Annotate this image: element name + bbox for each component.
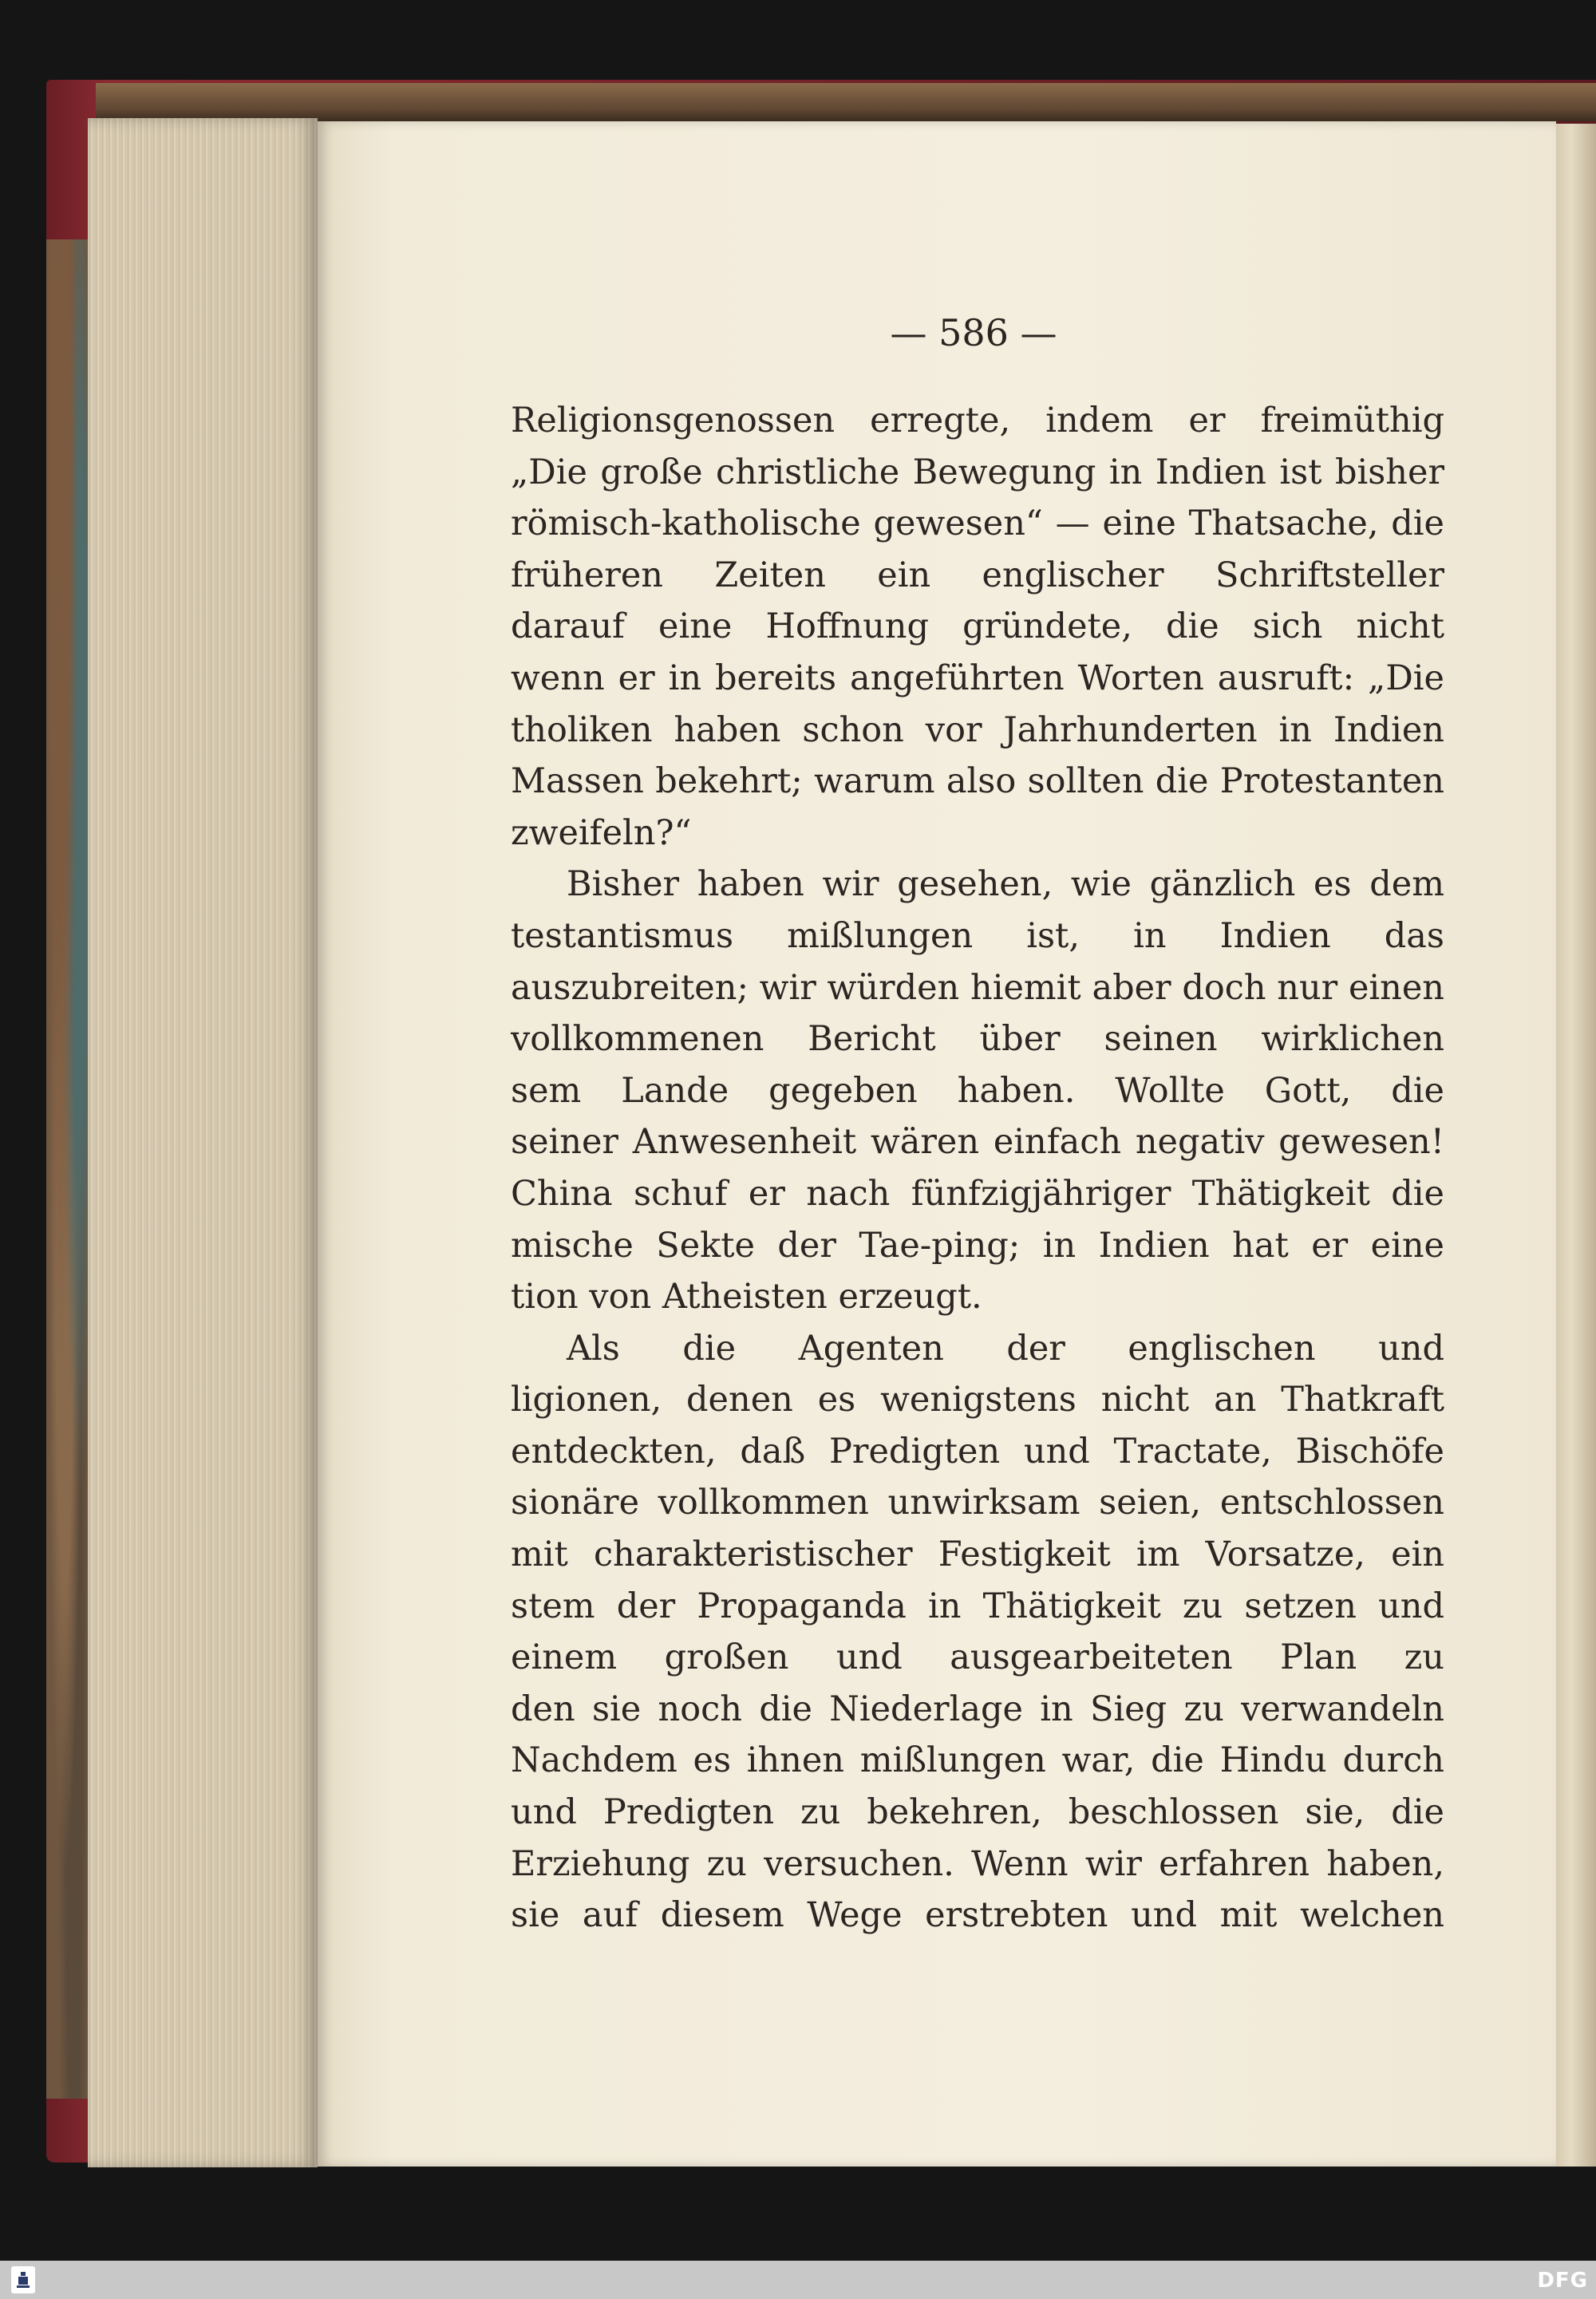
dfg-logo: DFG	[1537, 2269, 1588, 2293]
text-line: „Die große christliche Bewegung in Indien ist bisher	[511, 452, 1444, 492]
text-line: den sie noch die Niederlage in Sieg zu verwandeln	[511, 1689, 1444, 1729]
text-line: einem großen und ausgearbeiteten Plan zu	[511, 1637, 1444, 1678]
text-line: Massen bekehrt; warum also sollten die Protestanten	[511, 761, 1444, 802]
book-cover-top-edge	[96, 83, 1596, 121]
text-line: sem Lande gegeben haben. Wollte Gott, die	[511, 1070, 1444, 1111]
text-line: früheren Zeiten ein englischer Schriftsteller	[511, 555, 1444, 595]
text-line: römisch-katholische gewesen“ — eine Thatsache, die	[511, 504, 1444, 544]
text-line: China schuf er nach fünfzigjähriger Thätigkeit die	[511, 1173, 1444, 1214]
text-line: stem der Propaganda in Thätigkeit zu setzen und	[511, 1586, 1444, 1626]
viewer-footer-bar	[0, 2261, 1596, 2299]
text-line: und Predigten zu bekehren, beschlossen sie, die	[511, 1792, 1444, 1833]
text-line: wenn er in bereits angeführten Worten ausruft: „Die	[511, 658, 1444, 698]
text-line: Als die Agenten der englischen und	[567, 1328, 1444, 1369]
text-line: ligionen, denen es wenigstens nicht an Thatkraft	[511, 1380, 1444, 1420]
facing-page-edge	[1555, 124, 1596, 2167]
text-line: vollkommenen Bericht über seinen wirklichen	[511, 1019, 1444, 1060]
text-line: auszubreiten; wir würden hiemit aber doch nur einen	[511, 967, 1444, 1008]
marbled-cover-edge	[46, 239, 93, 2099]
text-line: zweifeln?“	[511, 812, 692, 853]
text-line: mische Sekte der Tae-ping; in Indien hat er eine	[511, 1225, 1444, 1266]
text-line: Bisher haben wir gesehen, wie gänzlich es dem	[567, 864, 1444, 905]
page-text	[511, 395, 1444, 1942]
text-line: mit charakteristischer Festigkeit im Vorsatze, ein	[511, 1535, 1444, 1575]
page-edges	[88, 118, 318, 2167]
text-line: seiner Anwesenheit wären einfach negativ gewesen!	[511, 1122, 1444, 1163]
text-line: entdeckten, daß Predigten und Tractate, Bischöfe	[511, 1431, 1444, 1471]
text-line: Nachdem es ihnen mißlungen war, die Hindu durch	[511, 1740, 1444, 1781]
text-line: tholiken haben schon vor Jahrhunderten in Indien	[511, 709, 1444, 750]
text-line: darauf eine Hoffnung gründete, die sich nicht	[511, 606, 1444, 647]
text-line: sionäre vollkommen unwirksam seien, entschlossen	[511, 1483, 1444, 1523]
library-logo-icon	[11, 2266, 35, 2293]
text-line: testantismus mißlungen ist, in Indien das	[511, 915, 1444, 956]
page-number: — 586 —	[890, 311, 1057, 354]
library-emblem-icon	[16, 2270, 30, 2289]
text-line: sie auf diesem Wege erstrebten und mit welchen	[511, 1895, 1444, 1936]
text-line: Erziehung zu versuchen. Wenn wir erfahren haben,	[511, 1843, 1444, 1884]
text-line: tion von Atheisten erzeugt.	[511, 1277, 982, 1317]
text-line: Religionsgenossen erregte, indem er freimüthig	[511, 401, 1444, 440]
